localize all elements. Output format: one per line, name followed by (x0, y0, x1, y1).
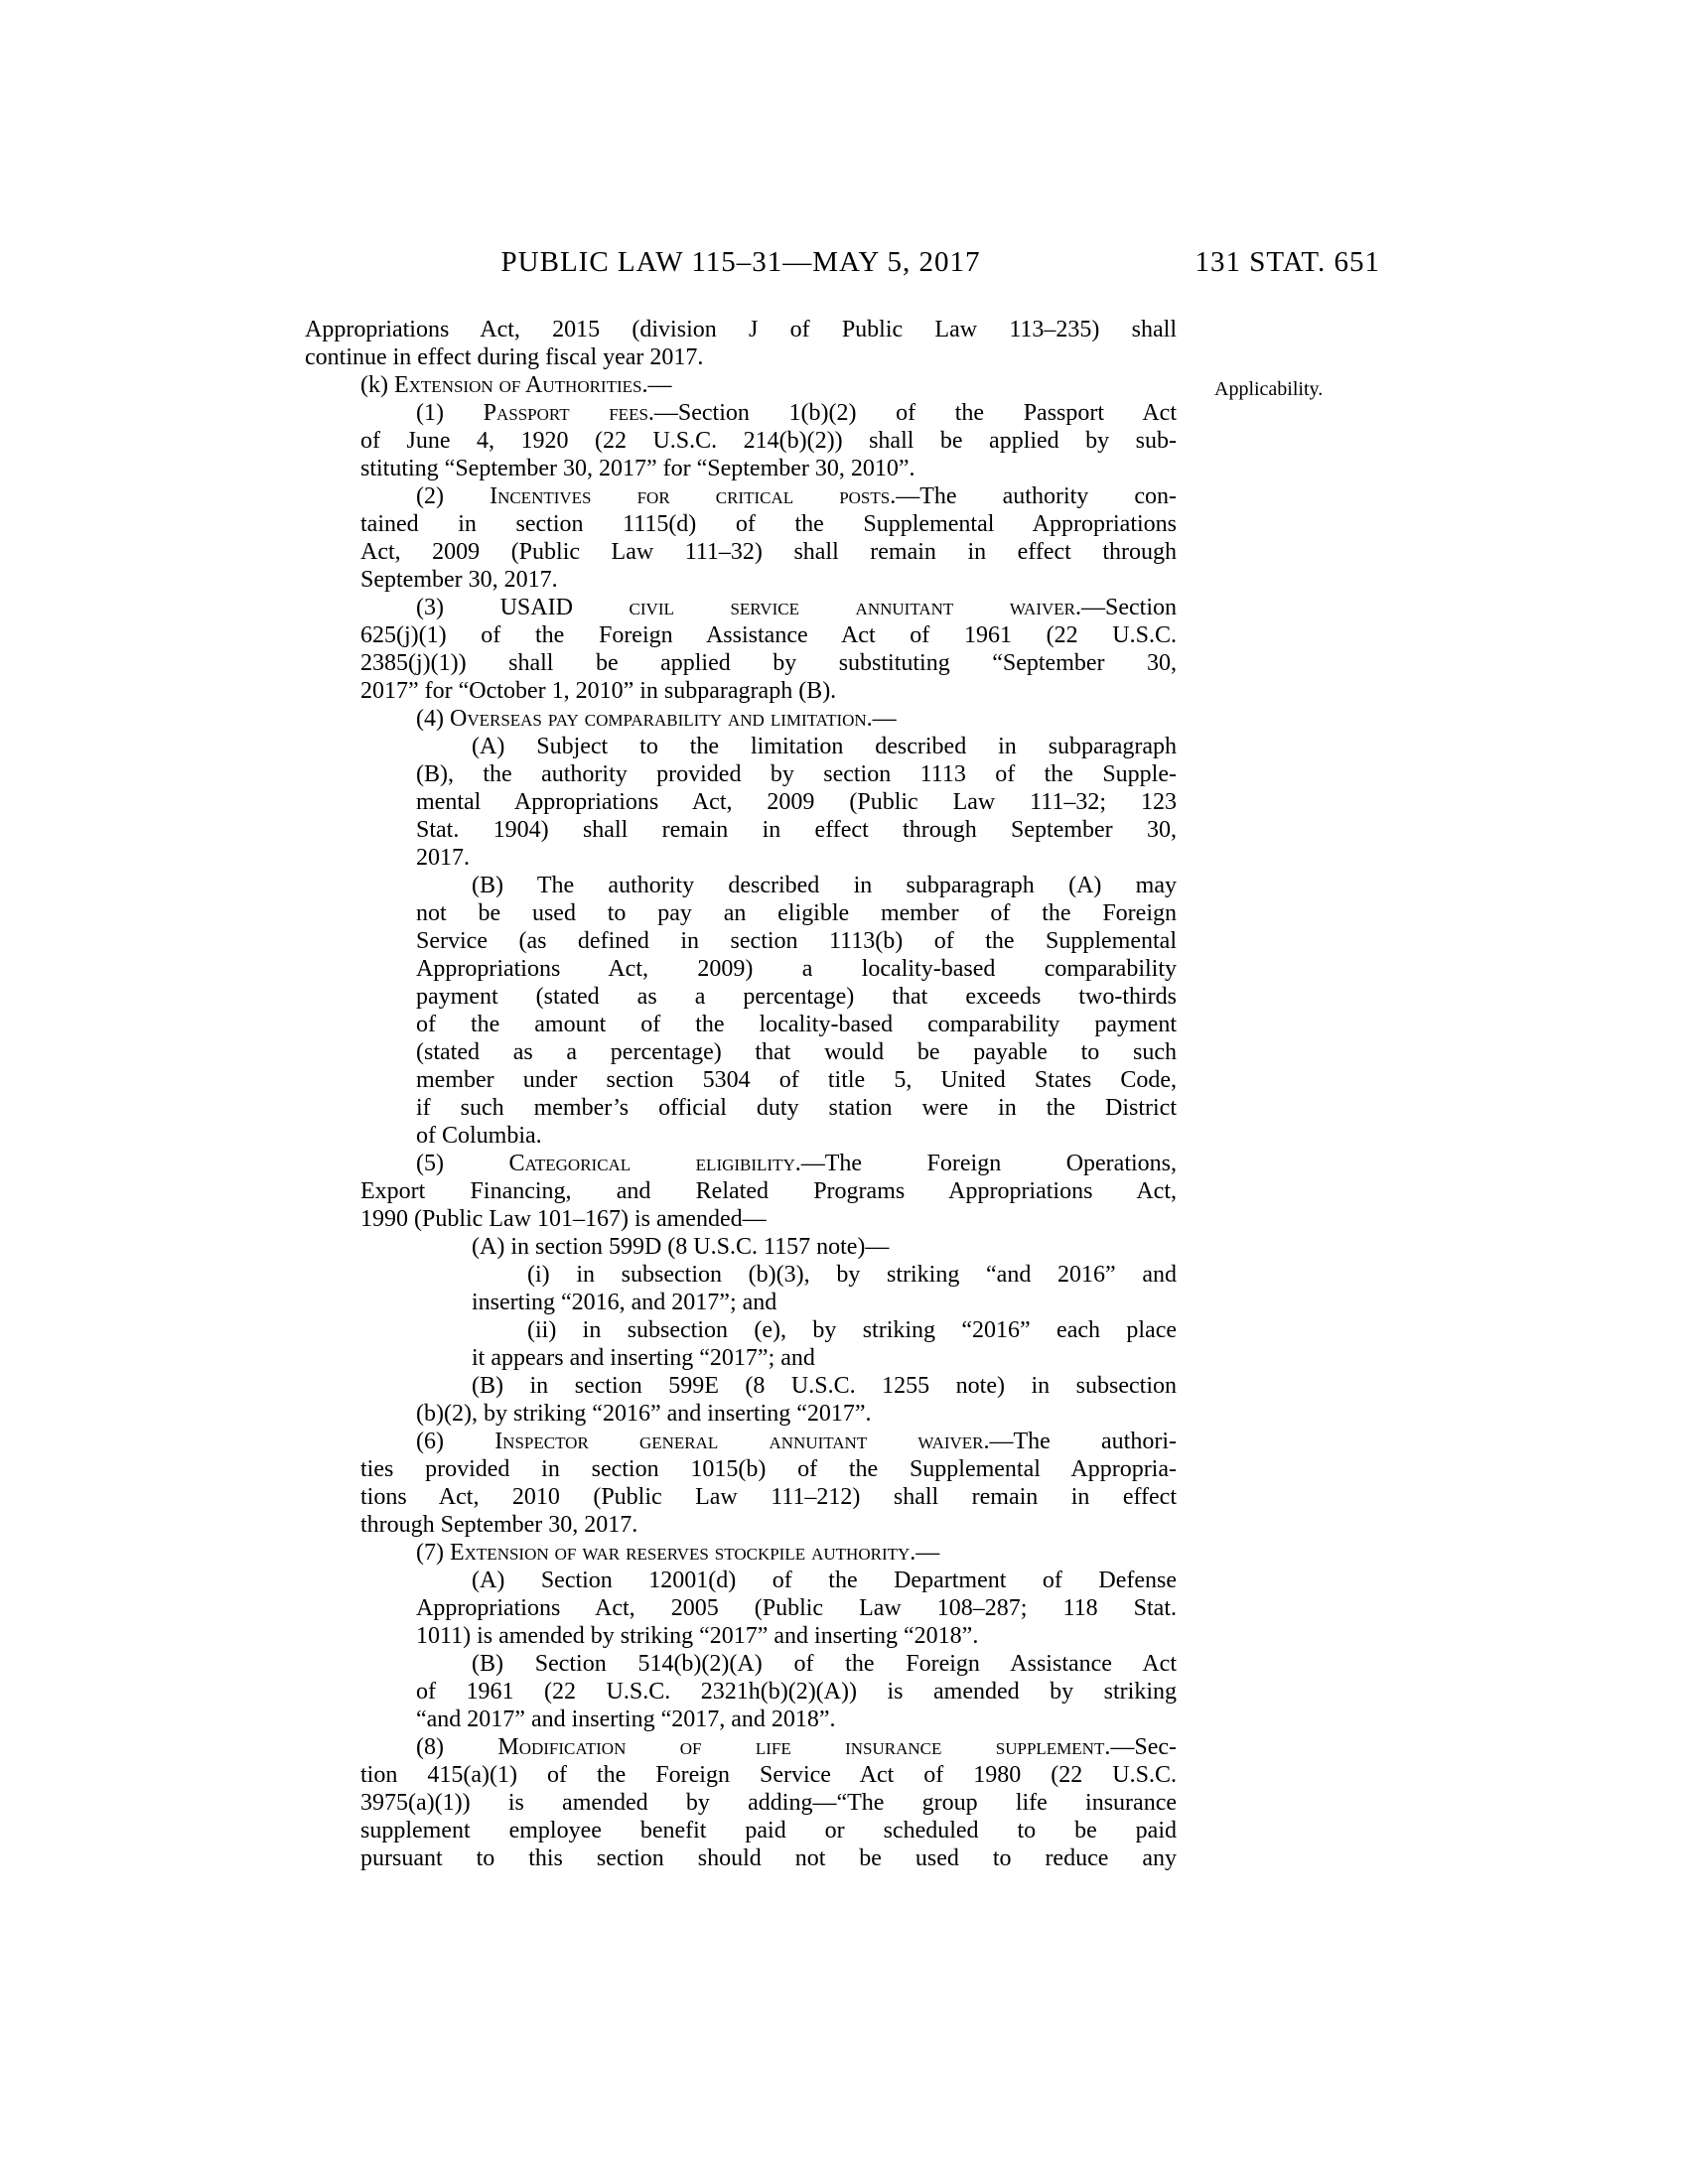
text-segment: September 30, 2017. (360, 567, 558, 593)
paragraph (360, 594, 1177, 705)
text-segment: (A) in section 599D (8 U.S.C. 1157 note)— (472, 1234, 890, 1260)
body-text (305, 316, 1177, 1872)
text-segment: Appropriations Act, 2009) a locality-based comparability (416, 956, 1177, 982)
text-segment: member under section 5304 of title 5, United States Code, (416, 1067, 1177, 1093)
text-segment: not be used to pay an eligible member of the Foreign (416, 900, 1177, 926)
text-line (416, 927, 1177, 955)
text-segment: (8) (416, 1734, 498, 1760)
text-segment: (B) in section 599E (8 U.S.C. 1255 note) in subsection (472, 1373, 1177, 1399)
text-segment: tained in section 1115(d) of the Supplemental Appropriations (360, 511, 1177, 537)
text-line (416, 816, 1177, 844)
text-segment: (stated as a percentage) that would be payable to such (416, 1039, 1177, 1065)
text-segment: pursuant to this section should not be used to reduce any (360, 1845, 1177, 1871)
text-line (360, 1150, 1177, 1177)
text-segment: Act, 2009 (Public Law 111–32) shall remain in effect through (360, 539, 1177, 565)
text-line (416, 1678, 1177, 1706)
text-line (305, 343, 1177, 371)
text-line (416, 733, 1177, 760)
text-segment: .— (866, 706, 897, 732)
text-line (360, 482, 1177, 510)
text-line (360, 1789, 1177, 1817)
text-line (416, 1011, 1177, 1038)
stat-page-number: 131 STAT. 651 (1195, 246, 1380, 278)
text-segment: through September 30, 2017. (360, 1512, 638, 1538)
text-segment: Appropriations Act, 2015 (division J of Public Law 113–235) shall (305, 317, 1177, 342)
paragraph (416, 1372, 1177, 1428)
text-segment: mental Appropriations Act, 2009 (Public Law 111–32; 123 (416, 789, 1177, 815)
text-segment: (3) (416, 595, 500, 620)
paragraph (360, 1733, 1177, 1872)
text-segment: stituting “September 30, 2017” for “September 30, 2010”. (360, 456, 915, 481)
text-line (416, 1038, 1177, 1066)
text-line (360, 1733, 1177, 1761)
text-line (416, 1233, 1177, 1261)
text-line (360, 594, 1177, 621)
text-segment: Stat. 1904) shall remain in effect through September 30, (416, 817, 1177, 843)
text-segment: .—The authority con- (890, 483, 1178, 509)
text-line (360, 1844, 1177, 1872)
text-segment: (1) (416, 400, 484, 426)
text-line (360, 1428, 1177, 1455)
paragraph (472, 1316, 1177, 1372)
paragraph (472, 1261, 1177, 1316)
text-segment: payment (stated as a percentage) that exceeds two-thirds (416, 984, 1177, 1010)
small-caps-heading-text: Overseas pay comparability and limitation (449, 706, 867, 732)
text-segment: 2017. (416, 845, 470, 871)
small-caps-heading-text: Extension of Authorities (393, 372, 642, 398)
paragraph (360, 1428, 1177, 1539)
small-caps-heading-text: Modification of life insurance supplement (497, 1734, 1105, 1760)
text-segment: inserting “2016, and 2017”; and (472, 1290, 777, 1315)
text-line (360, 1483, 1177, 1511)
text-line (472, 1289, 1177, 1316)
text-segment: continue in effect during fiscal year 2017. (305, 344, 704, 370)
text-segment: tions Act, 2010 (Public Law 111–212) shall remain in effect (360, 1484, 1177, 1510)
paragraph (416, 872, 1177, 1150)
text-segment: .—The authori- (983, 1429, 1177, 1454)
text-line (416, 1706, 1177, 1733)
text-line (416, 1400, 1177, 1428)
text-segment: “and 2017” and inserting “2017, and 2018”. (416, 1706, 836, 1732)
paragraph (305, 316, 1177, 371)
text-line (360, 1817, 1177, 1844)
text-line (472, 1261, 1177, 1289)
paragraph (360, 705, 1177, 733)
paragraph (416, 1567, 1177, 1650)
text-segment: Service (as defined in section 1113(b) of the Supplemental (416, 928, 1177, 954)
text-segment: .—Sec- (1104, 1734, 1177, 1760)
text-segment: .—Section (1075, 595, 1177, 620)
small-caps-heading-text: USAID civil service annuitant waiver (499, 595, 1075, 620)
text-segment: 1011) is amended by striking “2017” and inserting “2018”. (416, 1623, 979, 1649)
text-segment: (4) (416, 706, 450, 732)
text-line (416, 1650, 1177, 1678)
small-caps-heading-text: Passport fees (483, 400, 648, 426)
text-segment: Appropriations Act, 2005 (Public Law 108–287; 118 Stat. (416, 1595, 1177, 1621)
text-line (305, 316, 1177, 343)
text-line (472, 1344, 1177, 1372)
text-line (360, 566, 1177, 594)
paragraph (305, 371, 1177, 399)
text-segment: tion 415(a)(1) of the Foreign Service Act of 1980 (22 U.S.C. (360, 1762, 1177, 1788)
text-segment: of 1961 (22 U.S.C. 2321h(b)(2)(A)) is amended by striking (416, 1679, 1177, 1705)
text-segment: (k) (360, 372, 394, 398)
text-line (360, 1177, 1177, 1205)
text-segment: (7) (416, 1540, 450, 1566)
text-segment: (A) Section 12001(d) of the Department of Defense (472, 1568, 1177, 1593)
paragraph (360, 1539, 1177, 1567)
text-segment: (b)(2), by striking “2016” and inserting “2017”. (416, 1401, 872, 1427)
text-segment: supplement employee benefit paid or scheduled to be paid (360, 1818, 1177, 1843)
text-segment: (B) The authority described in subparagraph (A) may (472, 873, 1177, 898)
text-line (360, 1761, 1177, 1789)
text-segment: .— (910, 1540, 940, 1566)
small-caps-heading-text: Incentives for critical posts (490, 483, 891, 509)
text-line (360, 677, 1177, 705)
text-segment: (i) in subsection (b)(3), by striking “and 2016” and (527, 1262, 1177, 1288)
small-caps-heading-text: Extension of war reserves stockpile authority (449, 1540, 911, 1566)
text-line (360, 1205, 1177, 1233)
text-segment: 625(j)(1) of the Foreign Assistance Act of 1961 (22 U.S.C. (360, 622, 1177, 648)
text-segment: of Columbia. (416, 1123, 542, 1149)
text-line (305, 371, 1177, 399)
text-segment: (5) (416, 1151, 509, 1176)
text-line (472, 1316, 1177, 1344)
text-segment: .—Section 1(b)(2) of the Passport Act (647, 400, 1178, 426)
text-segment: (A) Subject to the limitation described in subparagraph (472, 734, 1177, 759)
text-line (360, 705, 1177, 733)
text-line (360, 1511, 1177, 1539)
paragraph (416, 1233, 1177, 1261)
text-segment: (ii) in subsection (e), by striking “2016” each place (527, 1317, 1177, 1343)
text-line (416, 844, 1177, 872)
text-segment: of June 4, 1920 (22 U.S.C. 214(b)(2)) shall be applied by sub- (360, 428, 1177, 454)
text-line (416, 1594, 1177, 1622)
paragraph (416, 733, 1177, 872)
text-line (416, 760, 1177, 788)
text-line (360, 621, 1177, 649)
text-segment: ties provided in section 1015(b) of the Supplemental Appropria- (360, 1456, 1177, 1482)
paragraph (360, 1150, 1177, 1233)
text-line (416, 1122, 1177, 1150)
text-segment: 1990 (Public Law 101–167) is amended— (360, 1206, 767, 1232)
text-line (360, 649, 1177, 677)
paragraph (360, 482, 1177, 594)
text-line (360, 399, 1177, 427)
text-segment: it appears and inserting “2017”; and (472, 1345, 815, 1371)
text-line (360, 1539, 1177, 1567)
text-segment: (B), the authority provided by section 1113 of the Supple- (416, 761, 1177, 787)
small-caps-heading-text: Inspector general annuitant waiver (494, 1429, 984, 1454)
text-line (416, 1066, 1177, 1094)
text-segment: (6) (416, 1429, 495, 1454)
text-line (416, 1372, 1177, 1400)
text-line (416, 1567, 1177, 1594)
paragraph (416, 1650, 1177, 1733)
text-line (416, 1094, 1177, 1122)
text-line (416, 1622, 1177, 1650)
paragraph (360, 399, 1177, 482)
text-line (416, 788, 1177, 816)
text-segment: (B) Section 514(b)(2)(A) of the Foreign Assistance Act (472, 1651, 1177, 1677)
text-line (416, 983, 1177, 1011)
text-segment: 2385(j)(1)) shall be applied by substituting “September 30, (360, 650, 1177, 676)
text-segment: (2) (416, 483, 491, 509)
text-line (416, 899, 1177, 927)
text-line (360, 455, 1177, 482)
page-header-title: PUBLIC LAW 115–31—MAY 5, 2017 (500, 246, 981, 278)
text-line (416, 872, 1177, 899)
text-segment: 3975(a)(1)) is amended by adding—“The group life insurance (360, 1790, 1177, 1816)
text-line (360, 427, 1177, 455)
text-segment: .— (641, 372, 672, 398)
text-line (360, 1455, 1177, 1483)
text-segment: .—The Foreign Operations, (794, 1151, 1177, 1176)
text-line (360, 510, 1177, 538)
text-segment: Export Financing, and Related Programs Appropriations Act, (360, 1178, 1177, 1204)
small-caps-heading-text: Categorical eligibility (508, 1151, 795, 1176)
text-segment: if such member’s official duty station were in the District (416, 1095, 1177, 1121)
text-segment: 2017” for “October 1, 2010” in subparagraph (B). (360, 678, 837, 704)
text-segment: of the amount of the locality-based comparability payment (416, 1012, 1177, 1037)
text-line (416, 955, 1177, 983)
margin-note-applicability: Applicability. (1214, 378, 1324, 400)
text-line (360, 538, 1177, 566)
